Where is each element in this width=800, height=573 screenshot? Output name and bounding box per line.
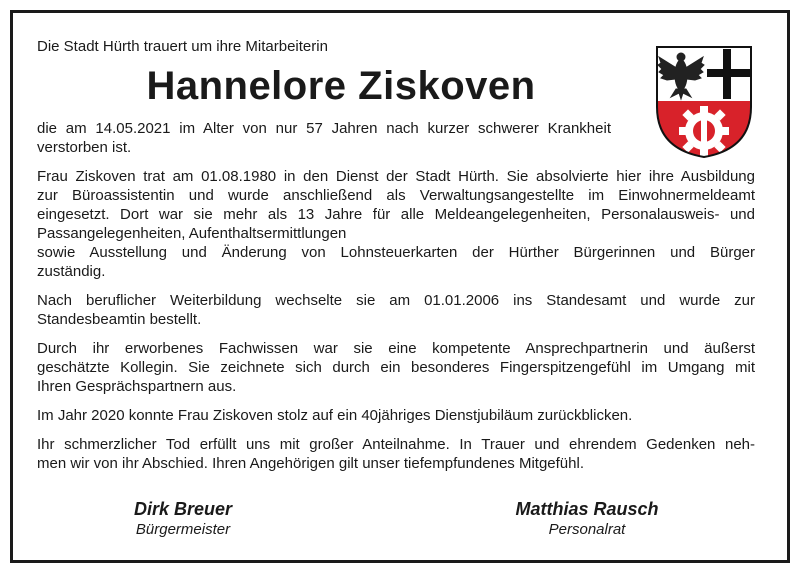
text-line: verstorben ist. [37,139,132,156]
text-line: Passangelegenheiten, Aufenthaltsermittlungen [37,225,347,242]
text-line: men wir von ihr Abschied. Ihren Angehörigen gilt unser tiefempfundenes Mitgefühl. [37,455,584,472]
deceased-name: Hannelore Ziskoven [146,64,536,108]
coat-of-arms-icon [655,45,753,159]
text-line: Nach beruflicher Weiterbildung wechselte sie am 01.01.2006 ins Standesamt und wurde zur [37,292,755,309]
text-line: Durch ihr erworbenes Fachwissen war sie eine kompetente Ansprechpartnerin und äußerst [37,340,755,357]
text-line: Frau Ziskoven trat am 01.08.1980 in den Dienst der Stadt Hürth. Sie absolvierte hier ihre Ausbildung [37,168,755,185]
text-line: Standesbeamtin bestellt. [37,311,202,328]
signatory-name: Matthias Rausch [515,499,659,519]
text-line: sowie Ausstellung und Änderung von Lohnsteuerkarten der Hürther Bürgerinnen und Bürger [37,244,755,261]
intro-text: Die Stadt Hürth trauert um ihre Mitarbeiterin [37,38,328,55]
text-line: die am 14.05.2021 im Alter von nur 57 Jahren nach kurzer schwerer Krankheit [37,120,611,137]
text-line: Ihren Gesprächspartnern aus. [37,378,237,395]
text-line: zuständig. [37,263,106,280]
text-line: geschätzte Kollegin. Sie zeichnete sich durch ein besonderes Fingerspitzengefühl im Umgang mit [37,359,755,376]
signatory-role: Bürgermeister [135,521,231,538]
signatory-role: Personalrat [548,521,626,538]
signatory-name: Dirk Breuer [133,499,233,519]
text-line: zur Büroassistentin und wurde anschließend als Verwaltungsangestellte im Einwohnermeldeamt [37,187,755,204]
text-line: Im Jahr 2020 konnte Frau Ziskoven stolz auf ein 40jähriges Dienstjubiläum zurückblicken. [37,407,633,424]
text-line: eingesetzt. Dort war sie mehr als 13 Jahre für alle Meldeangelegenheiten, Personalausweis- und [37,206,755,223]
text-line: Ihr schmerzlicher Tod erfüllt uns mit großer Anteilnahme. In Trauer und ehrendem Gedenken neh- [37,436,755,453]
